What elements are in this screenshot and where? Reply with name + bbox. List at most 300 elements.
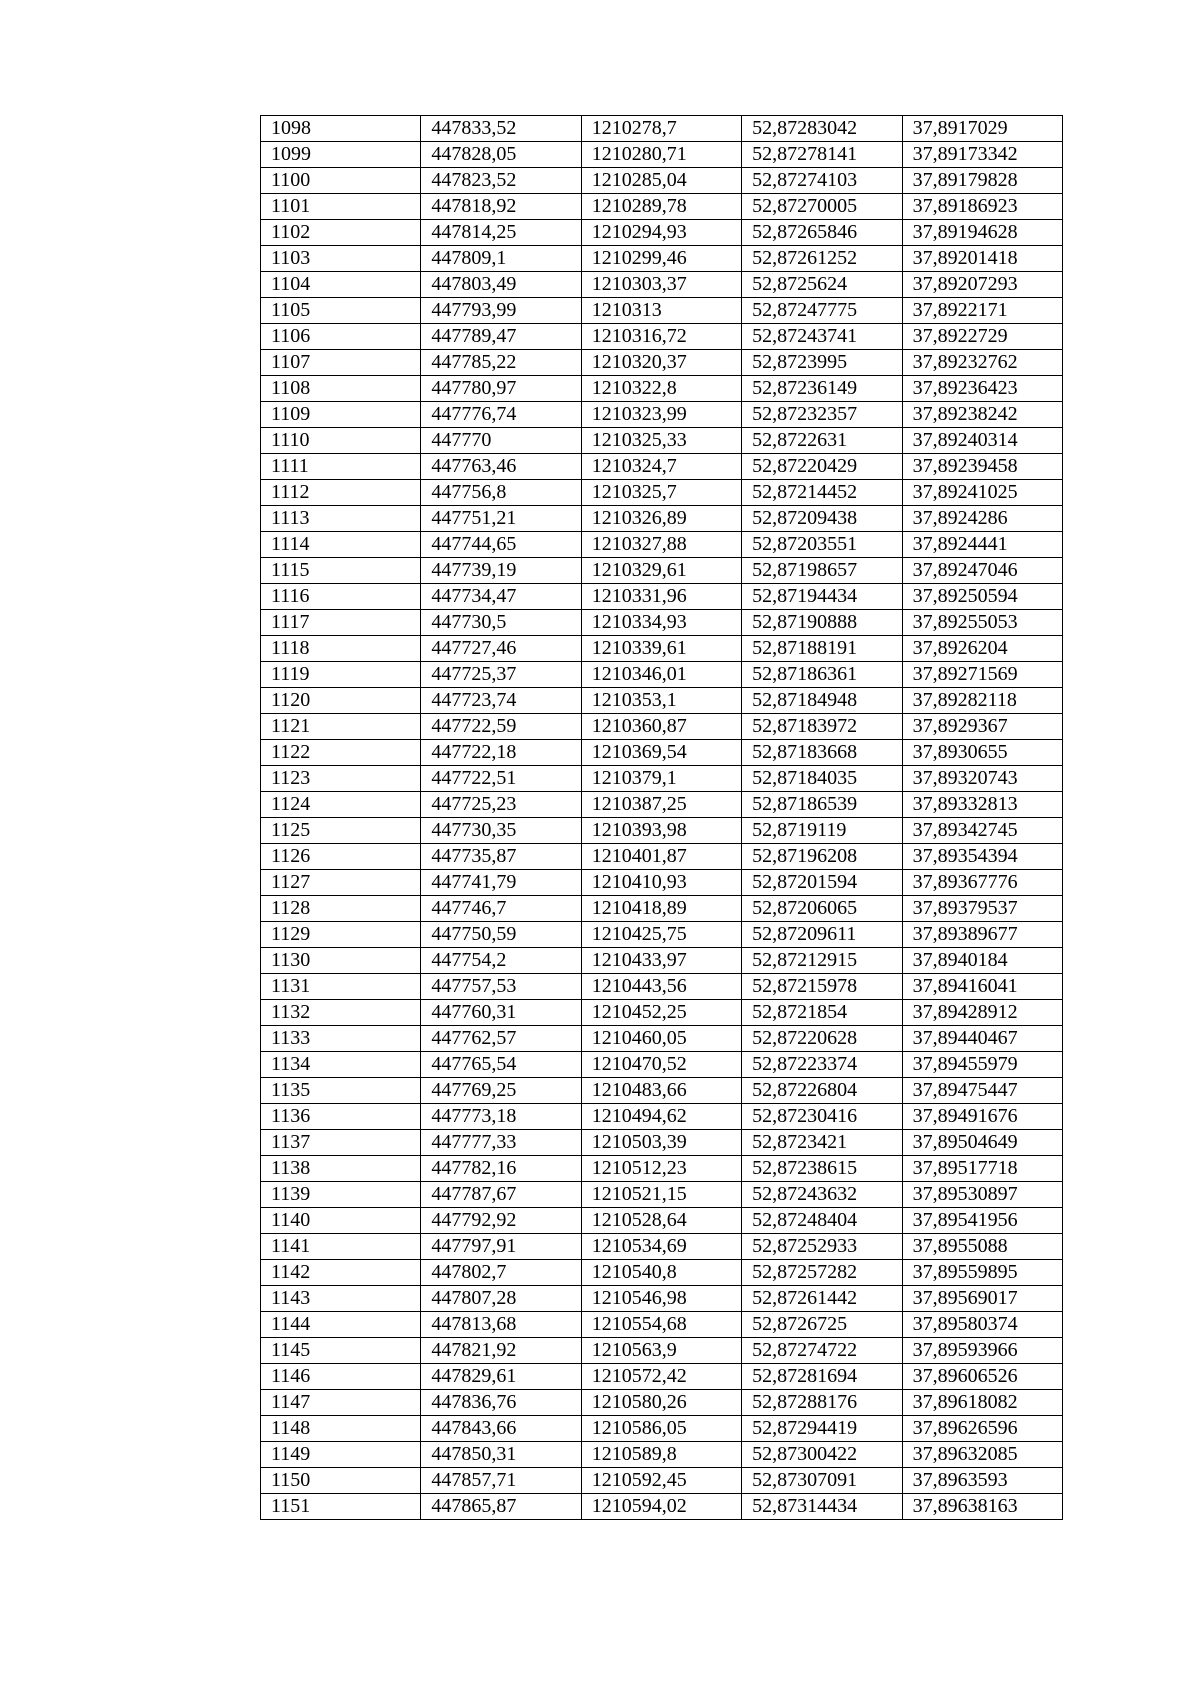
y-coordinate-cell: 1210443,56 <box>581 974 741 1000</box>
point-number-cell: 1099 <box>261 142 421 168</box>
latitude-cell: 52,8722631 <box>742 428 902 454</box>
y-coordinate-cell: 1210425,75 <box>581 922 741 948</box>
point-number-cell: 1130 <box>261 948 421 974</box>
latitude-cell: 52,87281694 <box>742 1364 902 1390</box>
longitude-cell: 37,89186923 <box>902 194 1062 220</box>
point-number-cell: 1137 <box>261 1130 421 1156</box>
x-coordinate-cell: 447730,35 <box>421 818 581 844</box>
point-number-cell: 1138 <box>261 1156 421 1182</box>
longitude-cell: 37,89593966 <box>902 1338 1062 1364</box>
latitude-cell: 52,87198657 <box>742 558 902 584</box>
x-coordinate-cell: 447865,87 <box>421 1494 581 1520</box>
latitude-cell: 52,87186539 <box>742 792 902 818</box>
latitude-cell: 52,87278141 <box>742 142 902 168</box>
x-coordinate-cell: 447780,97 <box>421 376 581 402</box>
table-row <box>261 636 1063 662</box>
latitude-cell: 52,8719119 <box>742 818 902 844</box>
latitude-cell: 52,87261252 <box>742 246 902 272</box>
table-row <box>261 610 1063 636</box>
x-coordinate-cell: 447730,5 <box>421 610 581 636</box>
point-number-cell: 1149 <box>261 1442 421 1468</box>
longitude-cell: 37,89428912 <box>902 1000 1062 1026</box>
latitude-cell: 52,87220628 <box>742 1026 902 1052</box>
longitude-cell: 37,89282118 <box>902 688 1062 714</box>
point-number-cell: 1113 <box>261 506 421 532</box>
latitude-cell: 52,87215978 <box>742 974 902 1000</box>
x-coordinate-cell: 447769,25 <box>421 1078 581 1104</box>
table-row <box>261 1000 1063 1026</box>
table-row <box>261 948 1063 974</box>
table-row <box>261 1052 1063 1078</box>
table-row <box>261 818 1063 844</box>
table-row <box>261 194 1063 220</box>
latitude-cell: 52,87248404 <box>742 1208 902 1234</box>
y-coordinate-cell: 1210313 <box>581 298 741 324</box>
latitude-cell: 52,87184035 <box>742 766 902 792</box>
longitude-cell: 37,8940184 <box>902 948 1062 974</box>
latitude-cell: 52,87226804 <box>742 1078 902 1104</box>
x-coordinate-cell: 447723,74 <box>421 688 581 714</box>
point-number-cell: 1132 <box>261 1000 421 1026</box>
y-coordinate-cell: 1210586,05 <box>581 1416 741 1442</box>
table-row <box>261 1286 1063 1312</box>
point-number-cell: 1148 <box>261 1416 421 1442</box>
point-number-cell: 1131 <box>261 974 421 1000</box>
y-coordinate-cell: 1210387,25 <box>581 792 741 818</box>
y-coordinate-cell: 1210494,62 <box>581 1104 741 1130</box>
longitude-cell: 37,89491676 <box>902 1104 1062 1130</box>
table-row <box>261 662 1063 688</box>
point-number-cell: 1098 <box>261 116 421 142</box>
longitude-cell: 37,89541956 <box>902 1208 1062 1234</box>
x-coordinate-cell: 447787,67 <box>421 1182 581 1208</box>
latitude-cell: 52,87274103 <box>742 168 902 194</box>
table-row <box>261 974 1063 1000</box>
table-row <box>261 1026 1063 1052</box>
x-coordinate-cell: 447735,87 <box>421 844 581 870</box>
latitude-cell: 52,87274722 <box>742 1338 902 1364</box>
x-coordinate-cell: 447785,22 <box>421 350 581 376</box>
x-coordinate-cell: 447836,76 <box>421 1390 581 1416</box>
table-row <box>261 350 1063 376</box>
y-coordinate-cell: 1210334,93 <box>581 610 741 636</box>
x-coordinate-cell: 447857,71 <box>421 1468 581 1494</box>
y-coordinate-cell: 1210534,69 <box>581 1234 741 1260</box>
table-row <box>261 246 1063 272</box>
point-number-cell: 1124 <box>261 792 421 818</box>
y-coordinate-cell: 1210289,78 <box>581 194 741 220</box>
y-coordinate-cell: 1210540,8 <box>581 1260 741 1286</box>
latitude-cell: 52,87307091 <box>742 1468 902 1494</box>
latitude-cell: 52,87188191 <box>742 636 902 662</box>
y-coordinate-cell: 1210572,42 <box>581 1364 741 1390</box>
x-coordinate-cell: 447809,1 <box>421 246 581 272</box>
point-number-cell: 1144 <box>261 1312 421 1338</box>
y-coordinate-cell: 1210331,96 <box>581 584 741 610</box>
latitude-cell: 52,87252933 <box>742 1234 902 1260</box>
longitude-cell: 37,89207293 <box>902 272 1062 298</box>
y-coordinate-cell: 1210379,1 <box>581 766 741 792</box>
latitude-cell: 52,87261442 <box>742 1286 902 1312</box>
latitude-cell: 52,87184948 <box>742 688 902 714</box>
table-row <box>261 714 1063 740</box>
x-coordinate-cell: 447725,37 <box>421 662 581 688</box>
table-row <box>261 584 1063 610</box>
coordinates-table-body <box>261 116 1063 1520</box>
table-row <box>261 220 1063 246</box>
point-number-cell: 1128 <box>261 896 421 922</box>
x-coordinate-cell: 447829,61 <box>421 1364 581 1390</box>
x-coordinate-cell: 447751,21 <box>421 506 581 532</box>
latitude-cell: 52,87203551 <box>742 532 902 558</box>
y-coordinate-cell: 1210320,37 <box>581 350 741 376</box>
longitude-cell: 37,89320743 <box>902 766 1062 792</box>
y-coordinate-cell: 1210433,97 <box>581 948 741 974</box>
latitude-cell: 52,87209438 <box>742 506 902 532</box>
table-row <box>261 870 1063 896</box>
latitude-cell: 52,8721854 <box>742 1000 902 1026</box>
longitude-cell: 37,89632085 <box>902 1442 1062 1468</box>
y-coordinate-cell: 1210418,89 <box>581 896 741 922</box>
longitude-cell: 37,89173342 <box>902 142 1062 168</box>
y-coordinate-cell: 1210470,52 <box>581 1052 741 1078</box>
point-number-cell: 1116 <box>261 584 421 610</box>
longitude-cell: 37,89504649 <box>902 1130 1062 1156</box>
x-coordinate-cell: 447762,57 <box>421 1026 581 1052</box>
longitude-cell: 37,89342745 <box>902 818 1062 844</box>
table-row <box>261 1208 1063 1234</box>
y-coordinate-cell: 1210401,87 <box>581 844 741 870</box>
x-coordinate-cell: 447756,8 <box>421 480 581 506</box>
longitude-cell: 37,89354394 <box>902 844 1062 870</box>
point-number-cell: 1115 <box>261 558 421 584</box>
x-coordinate-cell: 447773,18 <box>421 1104 581 1130</box>
y-coordinate-cell: 1210410,93 <box>581 870 741 896</box>
point-number-cell: 1150 <box>261 1468 421 1494</box>
latitude-cell: 52,8723995 <box>742 350 902 376</box>
table-row <box>261 792 1063 818</box>
latitude-cell: 52,87300422 <box>742 1442 902 1468</box>
x-coordinate-cell: 447770 <box>421 428 581 454</box>
latitude-cell: 52,87230416 <box>742 1104 902 1130</box>
y-coordinate-cell: 1210346,01 <box>581 662 741 688</box>
longitude-cell: 37,89580374 <box>902 1312 1062 1338</box>
table-row <box>261 428 1063 454</box>
point-number-cell: 1104 <box>261 272 421 298</box>
latitude-cell: 52,87288176 <box>742 1390 902 1416</box>
y-coordinate-cell: 1210452,25 <box>581 1000 741 1026</box>
longitude-cell: 37,89530897 <box>902 1182 1062 1208</box>
latitude-cell: 52,87212915 <box>742 948 902 974</box>
table-row <box>261 402 1063 428</box>
longitude-cell: 37,8963593 <box>902 1468 1062 1494</box>
latitude-cell: 52,87186361 <box>742 662 902 688</box>
x-coordinate-cell: 447802,7 <box>421 1260 581 1286</box>
point-number-cell: 1114 <box>261 532 421 558</box>
y-coordinate-cell: 1210285,04 <box>581 168 741 194</box>
y-coordinate-cell: 1210521,15 <box>581 1182 741 1208</box>
point-number-cell: 1129 <box>261 922 421 948</box>
table-row <box>261 1494 1063 1520</box>
table-row <box>261 116 1063 142</box>
table-row <box>261 1130 1063 1156</box>
table-row <box>261 1390 1063 1416</box>
point-number-cell: 1122 <box>261 740 421 766</box>
latitude-cell: 52,87243741 <box>742 324 902 350</box>
y-coordinate-cell: 1210546,98 <box>581 1286 741 1312</box>
latitude-cell: 52,87220429 <box>742 454 902 480</box>
x-coordinate-cell: 447777,33 <box>421 1130 581 1156</box>
table-row <box>261 1364 1063 1390</box>
latitude-cell: 52,87243632 <box>742 1182 902 1208</box>
x-coordinate-cell: 447782,16 <box>421 1156 581 1182</box>
point-number-cell: 1125 <box>261 818 421 844</box>
point-number-cell: 1105 <box>261 298 421 324</box>
x-coordinate-cell: 447754,2 <box>421 948 581 974</box>
y-coordinate-cell: 1210325,7 <box>581 480 741 506</box>
point-number-cell: 1101 <box>261 194 421 220</box>
x-coordinate-cell: 447765,54 <box>421 1052 581 1078</box>
longitude-cell: 37,89569017 <box>902 1286 1062 1312</box>
longitude-cell: 37,89638163 <box>902 1494 1062 1520</box>
y-coordinate-cell: 1210554,68 <box>581 1312 741 1338</box>
x-coordinate-cell: 447792,92 <box>421 1208 581 1234</box>
longitude-cell: 37,89236423 <box>902 376 1062 402</box>
latitude-cell: 52,87190888 <box>742 610 902 636</box>
longitude-cell: 37,8930655 <box>902 740 1062 766</box>
table-row <box>261 454 1063 480</box>
table-row <box>261 142 1063 168</box>
longitude-cell: 37,8917029 <box>902 116 1062 142</box>
y-coordinate-cell: 1210323,99 <box>581 402 741 428</box>
x-coordinate-cell: 447746,7 <box>421 896 581 922</box>
x-coordinate-cell: 447823,52 <box>421 168 581 194</box>
table-row <box>261 844 1063 870</box>
latitude-cell: 52,87294419 <box>742 1416 902 1442</box>
table-row <box>261 1338 1063 1364</box>
y-coordinate-cell: 1210326,89 <box>581 506 741 532</box>
longitude-cell: 37,89517718 <box>902 1156 1062 1182</box>
point-number-cell: 1110 <box>261 428 421 454</box>
x-coordinate-cell: 447814,25 <box>421 220 581 246</box>
x-coordinate-cell: 447739,19 <box>421 558 581 584</box>
x-coordinate-cell: 447833,52 <box>421 116 581 142</box>
latitude-cell: 52,87209611 <box>742 922 902 948</box>
longitude-cell: 37,89179828 <box>902 168 1062 194</box>
longitude-cell: 37,89201418 <box>902 246 1062 272</box>
y-coordinate-cell: 1210460,05 <box>581 1026 741 1052</box>
y-coordinate-cell: 1210294,93 <box>581 220 741 246</box>
y-coordinate-cell: 1210280,71 <box>581 142 741 168</box>
point-number-cell: 1141 <box>261 1234 421 1260</box>
latitude-cell: 52,87232357 <box>742 402 902 428</box>
point-number-cell: 1126 <box>261 844 421 870</box>
y-coordinate-cell: 1210327,88 <box>581 532 741 558</box>
latitude-cell: 52,87196208 <box>742 844 902 870</box>
longitude-cell: 37,89238242 <box>902 402 1062 428</box>
coordinates-table <box>260 115 1063 1520</box>
y-coordinate-cell: 1210316,72 <box>581 324 741 350</box>
table-row <box>261 532 1063 558</box>
longitude-cell: 37,89389677 <box>902 922 1062 948</box>
longitude-cell: 37,89250594 <box>902 584 1062 610</box>
longitude-cell: 37,89475447 <box>902 1078 1062 1104</box>
longitude-cell: 37,89232762 <box>902 350 1062 376</box>
table-row <box>261 480 1063 506</box>
latitude-cell: 52,8726725 <box>742 1312 902 1338</box>
x-coordinate-cell: 447818,92 <box>421 194 581 220</box>
x-coordinate-cell: 447803,49 <box>421 272 581 298</box>
latitude-cell: 52,87247775 <box>742 298 902 324</box>
x-coordinate-cell: 447807,28 <box>421 1286 581 1312</box>
point-number-cell: 1102 <box>261 220 421 246</box>
table-row <box>261 740 1063 766</box>
x-coordinate-cell: 447734,47 <box>421 584 581 610</box>
table-row <box>261 1416 1063 1442</box>
table-row <box>261 1260 1063 1286</box>
latitude-cell: 52,87236149 <box>742 376 902 402</box>
table-row <box>261 168 1063 194</box>
point-number-cell: 1112 <box>261 480 421 506</box>
longitude-cell: 37,89239458 <box>902 454 1062 480</box>
table-row <box>261 1234 1063 1260</box>
latitude-cell: 52,87270005 <box>742 194 902 220</box>
x-coordinate-cell: 447725,23 <box>421 792 581 818</box>
table-row <box>261 766 1063 792</box>
x-coordinate-cell: 447776,74 <box>421 402 581 428</box>
longitude-cell: 37,89332813 <box>902 792 1062 818</box>
point-number-cell: 1121 <box>261 714 421 740</box>
latitude-cell: 52,87201594 <box>742 870 902 896</box>
latitude-cell: 52,87183668 <box>742 740 902 766</box>
x-coordinate-cell: 447843,66 <box>421 1416 581 1442</box>
y-coordinate-cell: 1210563,9 <box>581 1338 741 1364</box>
point-number-cell: 1119 <box>261 662 421 688</box>
x-coordinate-cell: 447757,53 <box>421 974 581 1000</box>
point-number-cell: 1142 <box>261 1260 421 1286</box>
point-number-cell: 1146 <box>261 1364 421 1390</box>
point-number-cell: 1109 <box>261 402 421 428</box>
y-coordinate-cell: 1210303,37 <box>581 272 741 298</box>
longitude-cell: 37,89247046 <box>902 558 1062 584</box>
x-coordinate-cell: 447741,79 <box>421 870 581 896</box>
table-row <box>261 896 1063 922</box>
y-coordinate-cell: 1210278,7 <box>581 116 741 142</box>
table-row <box>261 1104 1063 1130</box>
point-number-cell: 1108 <box>261 376 421 402</box>
longitude-cell: 37,8955088 <box>902 1234 1062 1260</box>
longitude-cell: 37,89379537 <box>902 896 1062 922</box>
longitude-cell: 37,89240314 <box>902 428 1062 454</box>
longitude-cell: 37,89416041 <box>902 974 1062 1000</box>
table-row <box>261 688 1063 714</box>
point-number-cell: 1136 <box>261 1104 421 1130</box>
longitude-cell: 37,89241025 <box>902 480 1062 506</box>
latitude-cell: 52,87223374 <box>742 1052 902 1078</box>
point-number-cell: 1118 <box>261 636 421 662</box>
latitude-cell: 52,87194434 <box>742 584 902 610</box>
table-row <box>261 272 1063 298</box>
x-coordinate-cell: 447813,68 <box>421 1312 581 1338</box>
latitude-cell: 52,87314434 <box>742 1494 902 1520</box>
point-number-cell: 1120 <box>261 688 421 714</box>
x-coordinate-cell: 447760,31 <box>421 1000 581 1026</box>
table-row <box>261 922 1063 948</box>
point-number-cell: 1143 <box>261 1286 421 1312</box>
longitude-cell: 37,89440467 <box>902 1026 1062 1052</box>
point-number-cell: 1151 <box>261 1494 421 1520</box>
table-row <box>261 1442 1063 1468</box>
longitude-cell: 37,89194628 <box>902 220 1062 246</box>
latitude-cell: 52,8725624 <box>742 272 902 298</box>
latitude-cell: 52,87283042 <box>742 116 902 142</box>
point-number-cell: 1123 <box>261 766 421 792</box>
latitude-cell: 52,87214452 <box>742 480 902 506</box>
table-row <box>261 376 1063 402</box>
table-row <box>261 1468 1063 1494</box>
y-coordinate-cell: 1210580,26 <box>581 1390 741 1416</box>
longitude-cell: 37,89455979 <box>902 1052 1062 1078</box>
x-coordinate-cell: 447763,46 <box>421 454 581 480</box>
longitude-cell: 37,8924441 <box>902 532 1062 558</box>
table-row <box>261 1312 1063 1338</box>
latitude-cell: 52,87265846 <box>742 220 902 246</box>
longitude-cell: 37,8926204 <box>902 636 1062 662</box>
y-coordinate-cell: 1210339,61 <box>581 636 741 662</box>
y-coordinate-cell: 1210360,87 <box>581 714 741 740</box>
point-number-cell: 1107 <box>261 350 421 376</box>
x-coordinate-cell: 447722,59 <box>421 714 581 740</box>
longitude-cell: 37,89606526 <box>902 1364 1062 1390</box>
latitude-cell: 52,8723421 <box>742 1130 902 1156</box>
x-coordinate-cell: 447722,18 <box>421 740 581 766</box>
point-number-cell: 1127 <box>261 870 421 896</box>
table-row <box>261 1182 1063 1208</box>
point-number-cell: 1145 <box>261 1338 421 1364</box>
longitude-cell: 37,89618082 <box>902 1390 1062 1416</box>
point-number-cell: 1135 <box>261 1078 421 1104</box>
y-coordinate-cell: 1210393,98 <box>581 818 741 844</box>
table-row <box>261 558 1063 584</box>
point-number-cell: 1100 <box>261 168 421 194</box>
y-coordinate-cell: 1210369,54 <box>581 740 741 766</box>
longitude-cell: 37,8922171 <box>902 298 1062 324</box>
table-row <box>261 506 1063 532</box>
table-row <box>261 1078 1063 1104</box>
x-coordinate-cell: 447828,05 <box>421 142 581 168</box>
table-row <box>261 324 1063 350</box>
latitude-cell: 52,87183972 <box>742 714 902 740</box>
point-number-cell: 1139 <box>261 1182 421 1208</box>
point-number-cell: 1111 <box>261 454 421 480</box>
x-coordinate-cell: 447793,99 <box>421 298 581 324</box>
y-coordinate-cell: 1210325,33 <box>581 428 741 454</box>
latitude-cell: 52,87206065 <box>742 896 902 922</box>
y-coordinate-cell: 1210322,8 <box>581 376 741 402</box>
point-number-cell: 1106 <box>261 324 421 350</box>
x-coordinate-cell: 447797,91 <box>421 1234 581 1260</box>
longitude-cell: 37,8924286 <box>902 506 1062 532</box>
longitude-cell: 37,8922729 <box>902 324 1062 350</box>
table-row <box>261 298 1063 324</box>
x-coordinate-cell: 447722,51 <box>421 766 581 792</box>
point-number-cell: 1140 <box>261 1208 421 1234</box>
longitude-cell: 37,89367776 <box>902 870 1062 896</box>
point-number-cell: 1117 <box>261 610 421 636</box>
y-coordinate-cell: 1210589,8 <box>581 1442 741 1468</box>
longitude-cell: 37,89559895 <box>902 1260 1062 1286</box>
y-coordinate-cell: 1210594,02 <box>581 1494 741 1520</box>
